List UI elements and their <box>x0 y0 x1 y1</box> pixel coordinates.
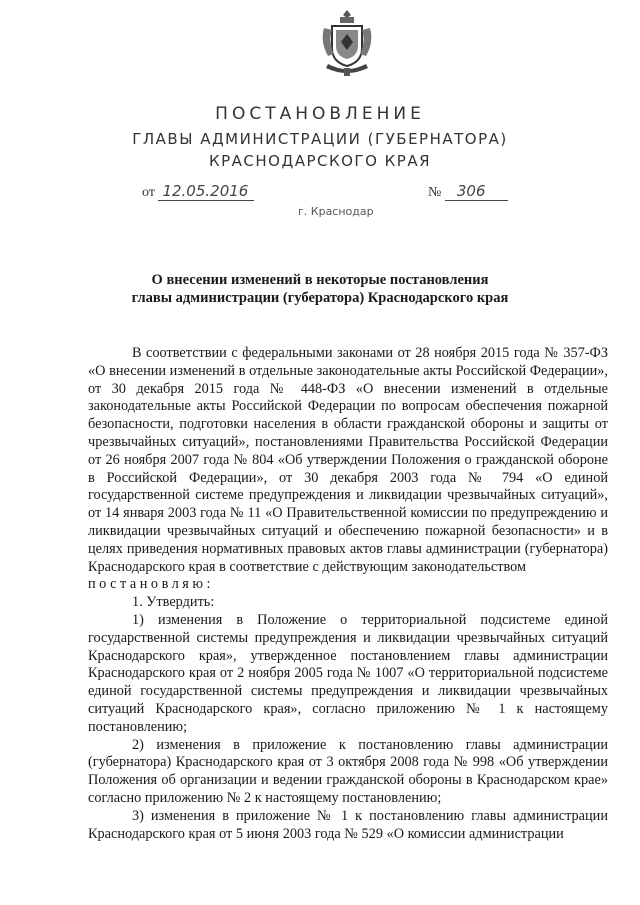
city-label: г. Краснодар <box>298 205 374 218</box>
document-type-heading: ПОСТАНОВЛЕНИЕ <box>215 104 425 124</box>
issuer-heading: ГЛАВЫ АДМИНИСТРАЦИИ (ГУБЕРНАТОРА) <box>132 130 508 148</box>
item-1: 1. Утвердить: <box>132 594 215 611</box>
coat-of-arms-emblem <box>318 8 376 78</box>
item-1-1: 1) изменения в Положение о территориальной подсистеме единой государственной системы предупреждения и ликвидации чрезвычайных ситуаций Краснодарского края», утвержденное постановлением главы администрации Краснодарского края от 2 ноября 2005 года № 1007 «О территориальной подсистеме единой государственной системы предупреждения и ликвидации чрезвычайных ситуаций Краснодарского края», согласно приложению № 1 к настоящему постановлению; <box>88 611 608 735</box>
preamble-paragraph: В соответствии с федеральными законами от 28 ноября 2015 года № 357-ФЗ «О внесении изменений в отдельные законодательные акты Российской Федерации», от 30 декабря 2015 года № 448-ФЗ «О внесении изменений в отдельные законодательные акты Российской Федерации по вопросам обеспечения пожарной безопасности, подготовки населения в области гражданской обороны и защиты от чрезвычайных ситуаций», постановлениями Правительства Российской Федерации от 26 ноября 2007 года № 804 «Об утверждении Положения о гражданской обороне в Российской Федерации», от 30 декабря 2003 года № 794 «О единой государственной системе предупреждения и ликвидации чрезвычайных ситуаций», от 14 января 2003 года № 11 «О Правительственной комиссии по предупреждению и ликвидации чрезвычайных ситуаций и обеспечению пожарной безопасности» и в целях приведения нормативных правовых актов главы администрации (губернатора) Краснодарского края в соответствие с действующим законодательством <box>88 345 608 575</box>
date-value: 12.05.2016 <box>158 182 254 201</box>
date-prefix: от <box>142 185 155 200</box>
document-body <box>88 345 608 843</box>
number-field <box>428 182 508 201</box>
date-field <box>142 182 254 201</box>
number-prefix: № <box>428 185 442 200</box>
item-1-3: 3) изменения в приложение № 1 к постановлению главы администрации Краснодарского края от 5 июня 2003 года № 529 «О комиссии администрации <box>88 807 608 842</box>
document-title-line-1: О внесении изменений в некоторые постановления <box>151 272 489 288</box>
document-title-line-2: главы администрации (губератора) Краснодарского края <box>131 290 509 306</box>
region-heading: КРАСНОДАРСКОГО КРАЯ <box>208 152 432 170</box>
number-value: 306 <box>445 182 508 201</box>
item-1-2: 2) изменения в приложение к постановлению главы администрации (губернатора) Краснодарского края от 3 октября 2008 года № 998 «Об утверждении Положения об организации и ведении гражданской обороны в Краснодарском крае» согласно приложению № 2 к настоящему постановлению; <box>88 736 608 806</box>
resolve-word: постановляю: <box>88 576 214 593</box>
